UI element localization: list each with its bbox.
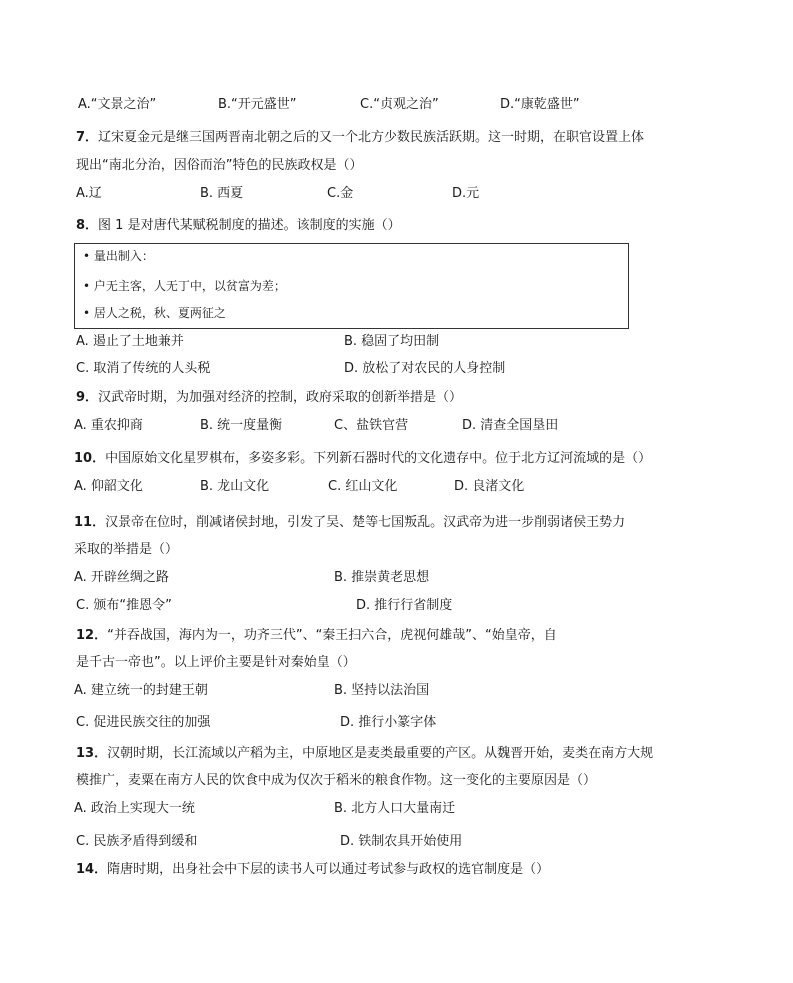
q13-stem-line1: 13．汉朝时期，长江流域以产稻为主，中原地区是麦类最重要的产区。从魏晋开始，麦类在南方大规 xyxy=(76,746,654,761)
q7-stem-line2: 现出“南北分治，因俗而治”特色的民族政权是（） xyxy=(76,158,363,173)
q13-stem-line2: 模推广，麦粟在南方人民的饮食中成为仅次于稻米的粮食作物。这一变化的主要原因是（） xyxy=(76,773,597,788)
q8-figure-box xyxy=(74,243,629,329)
q13-option-c: C. 民族矛盾得到缓和 xyxy=(76,834,198,849)
q8-box-line2: • 户无主客，人无丁中，以贫富为差； xyxy=(83,279,286,293)
q8-box-line1: • 量出制入： xyxy=(83,249,154,263)
q6-option-c: C.“贞观之治” xyxy=(360,97,439,112)
q7-option-c: C.金 xyxy=(327,186,354,201)
q7-option-d: D.元 xyxy=(452,186,480,201)
q10-stem: 10．中国原始文化星罗棋布，多姿多彩。下列新石器时代的文化遗存中。位于北方辽河流域的是（） xyxy=(74,451,652,466)
q8-number: 8． xyxy=(76,218,99,233)
q8-box-line3: • 居人之税，秋、夏两征之 xyxy=(83,306,226,320)
q10-option-d: D. 良渚文化 xyxy=(454,479,525,494)
q8-option-c: C. 取消了传统的人头税 xyxy=(76,361,211,376)
q10-option-b: B. 龙山文化 xyxy=(200,479,270,494)
q11-option-b: B. 推崇黄老思想 xyxy=(334,570,430,585)
q8-stem: 8．图 1 是对唐代某赋税制度的描述。该制度的实施（） xyxy=(76,218,401,233)
q14-stem: 14．隋唐时期，出身社会中下层的读书人可以通过考试参与政权的选官制度是（） xyxy=(76,862,550,877)
q10-option-c: C. 红山文化 xyxy=(328,479,398,494)
q12-option-a: A. 建立统一的封建王朝 xyxy=(74,683,208,698)
q11-number: 11． xyxy=(74,515,106,530)
q9-number: 9． xyxy=(76,390,99,405)
q7-option-a: A.辽 xyxy=(76,186,102,201)
q13-option-a: A. 政治上实现大一统 xyxy=(74,801,195,816)
q12-option-d: D. 推行小篆字体 xyxy=(340,715,437,730)
q8-option-a: A. 遏止了土地兼并 xyxy=(76,334,184,349)
q9-stem: 9．汉武帝时期，为加强对经济的控制，政府采取的创新举措是（） xyxy=(76,390,463,405)
q8-option-d: D. 放松了对农民的人身控制 xyxy=(344,361,506,376)
q7-stem-line1: 7．辽宋夏金元是继三国两晋南北朝之后的又一个北方少数民族活跃期。这一时期，在职官设置上体 xyxy=(76,130,645,145)
q12-option-b: B. 坚持以法治国 xyxy=(334,683,430,698)
q13-option-b: B. 北方人口大量南迁 xyxy=(334,801,456,816)
q12-option-c: C. 促进民族交往的加强 xyxy=(76,715,211,730)
q10-number: 10． xyxy=(74,451,106,466)
q6-option-a: A.“文景之治” xyxy=(78,97,157,112)
q6-option-b: B.“开元盛世” xyxy=(218,97,297,112)
q13-number: 13． xyxy=(76,746,108,761)
q12-stem-line1: 12．“并吞战国，海内为一，功齐三代”、“秦王扫六合，虎视何雄哉”、“始皇帝，自 xyxy=(76,628,557,643)
q9-option-c: C、盐铁官营 xyxy=(334,418,409,433)
q8-option-b: B. 稳固了均田制 xyxy=(344,334,440,349)
q13-option-d: D. 铁制农具开始使用 xyxy=(340,834,463,849)
q11-option-d: D. 推行行省制度 xyxy=(356,598,453,613)
q12-stem-line2: 是千古一帝也”。以上评价主要是针对秦始皇（） xyxy=(76,655,356,670)
q7-option-b: B. 西夏 xyxy=(200,186,244,201)
q11-stem-line1: 11．汉景帝在位时，削减诸侯封地，引发了吴、楚等七国叛乱。汉武帝为进一步削弱诸侯王势力 xyxy=(74,515,626,530)
q12-number: 12． xyxy=(76,628,108,643)
q6-option-d: D.“康乾盛世” xyxy=(500,97,580,112)
q9-option-d: D. 清查全国垦田 xyxy=(462,418,559,433)
q7-number: 7． xyxy=(76,130,99,145)
q11-option-a: A. 开辟丝绸之路 xyxy=(74,570,169,585)
q9-option-b: B. 统一度量衡 xyxy=(200,418,283,433)
q14-number: 14． xyxy=(76,862,108,877)
q10-option-a: A. 仰韶文化 xyxy=(74,479,143,494)
q9-option-a: A. 重农抑商 xyxy=(74,418,143,433)
q11-option-c: C. 颁布“推恩令” xyxy=(76,598,172,613)
q11-stem-line2: 采取的举措是（） xyxy=(74,542,179,557)
